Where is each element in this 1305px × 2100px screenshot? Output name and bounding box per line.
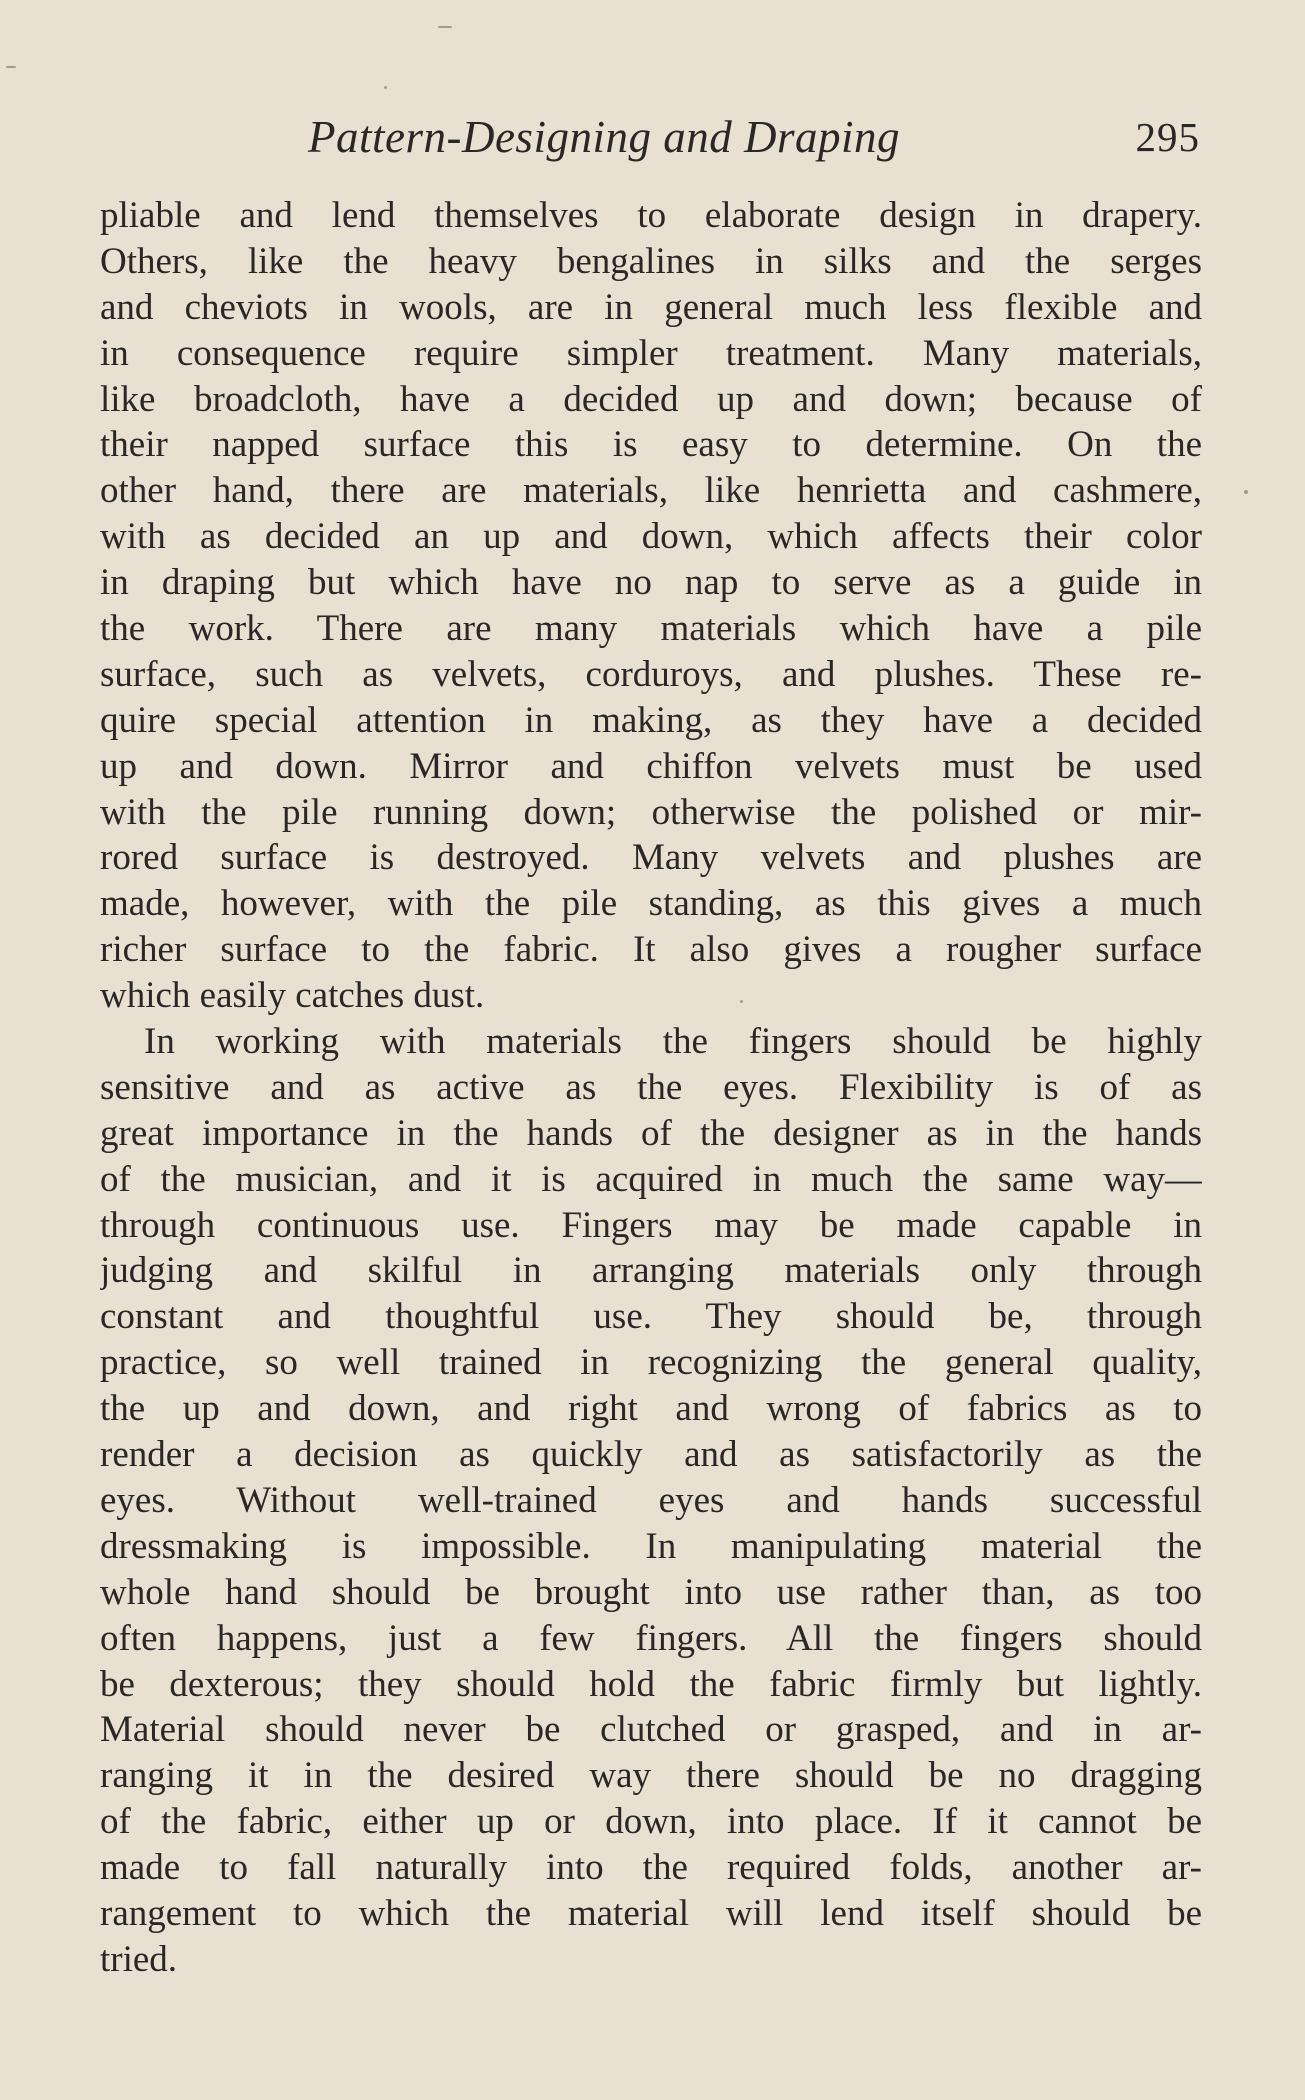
print-speck [384,86,387,89]
text-line: the up and down, and right and wrong of fabrics as to [100,1388,1202,1430]
text-line: eyes. Without well-trained eyes and hands successful [100,1479,1202,1521]
text-line: judging and skilful in arranging materials only through [100,1250,1202,1292]
text-line: rangement to which the material will lend itself should be [100,1892,1202,1934]
text-line: often happens, just a few fingers. All the fingers should [100,1617,1202,1659]
text-line: up and down. Mirror and chiffon velvets must be used [100,745,1202,787]
text-line: In working with materials the fingers should be highly [144,1021,1202,1063]
text-line: which easily catches dust. [100,975,485,1017]
text-line: render a decision as quickly and as satisfactorily as the [100,1434,1202,1476]
text-line: practice, so well trained in recognizing the general quality, [100,1342,1202,1384]
text-line: in draping but which have no nap to serve as a guide in [100,562,1202,604]
text-line: the work. There are many materials which have a pile [100,608,1202,650]
text-line: be dexterous; they should hold the fabric firmly but lightly. [100,1663,1202,1705]
text-line: of the fabric, either up or down, into place. If it cannot be [100,1801,1202,1843]
text-line: through continuous use. Fingers may be made capable in [100,1204,1202,1246]
text-line: other hand, there are materials, like henrietta and cashmere, [100,470,1202,512]
print-speck [740,1000,743,1003]
text-line: constant and thoughtful use. They should be, through [100,1296,1202,1338]
text-line: their napped surface this is easy to determine. On the [100,424,1202,466]
text-line: whole hand should be brought into use rather than, as too [100,1571,1202,1613]
text-line: like broadcloth, have a decided up and down; because of [100,378,1202,420]
print-speck [1244,490,1248,494]
paragraph [100,193,1202,1019]
text-line: rored surface is destroyed. Many velvets and plushes are [100,837,1202,879]
text-line: and cheviots in wools, are in general much less flexible and [100,286,1202,328]
running-head [100,102,1200,172]
text-line: with as decided an up and down, which affects their color [100,516,1202,558]
text-line: of the musician, and it is acquired in much the same way— [100,1158,1202,1200]
text-line: Material should never be clutched or grasped, and in ar- [100,1709,1202,1751]
text-line: dressmaking is impossible. In manipulating material the [100,1525,1202,1567]
page-number: 295 [1135,114,1200,160]
body-text [100,193,1202,1983]
text-line: sensitive and as active as the eyes. Flexibility is of as [100,1066,1202,1108]
text-line: in consequence require simpler treatment. Many materials, [100,332,1202,374]
paragraphs [100,193,1202,1983]
text-line: ranging it in the desired way there should be no dragging [100,1755,1202,1797]
text-line: great importance in the hands of the designer as in the hands [100,1112,1202,1154]
paragraph [100,1019,1202,1983]
print-speck [6,66,16,68]
text-line: tried. [100,1938,178,1980]
print-speck [438,26,452,28]
text-line: quire special attention in making, as they have a decided [100,699,1202,741]
text-line: made to fall naturally into the required folds, another ar- [100,1847,1202,1889]
text-line: Others, like the heavy bengalines in silks and the serges [100,240,1202,282]
text-line: made, however, with the pile standing, as this gives a much [100,883,1202,925]
text-line: with the pile running down; otherwise the polished or mir- [100,791,1202,833]
text-line: pliable and lend themselves to elaborate design in drapery. [100,195,1202,236]
running-title: Pattern-Designing and Draping [308,112,900,162]
text-line: richer surface to the fabric. It also gives a rougher surface [100,929,1202,971]
text-line: surface, such as velvets, corduroys, and plushes. These re- [100,653,1202,695]
